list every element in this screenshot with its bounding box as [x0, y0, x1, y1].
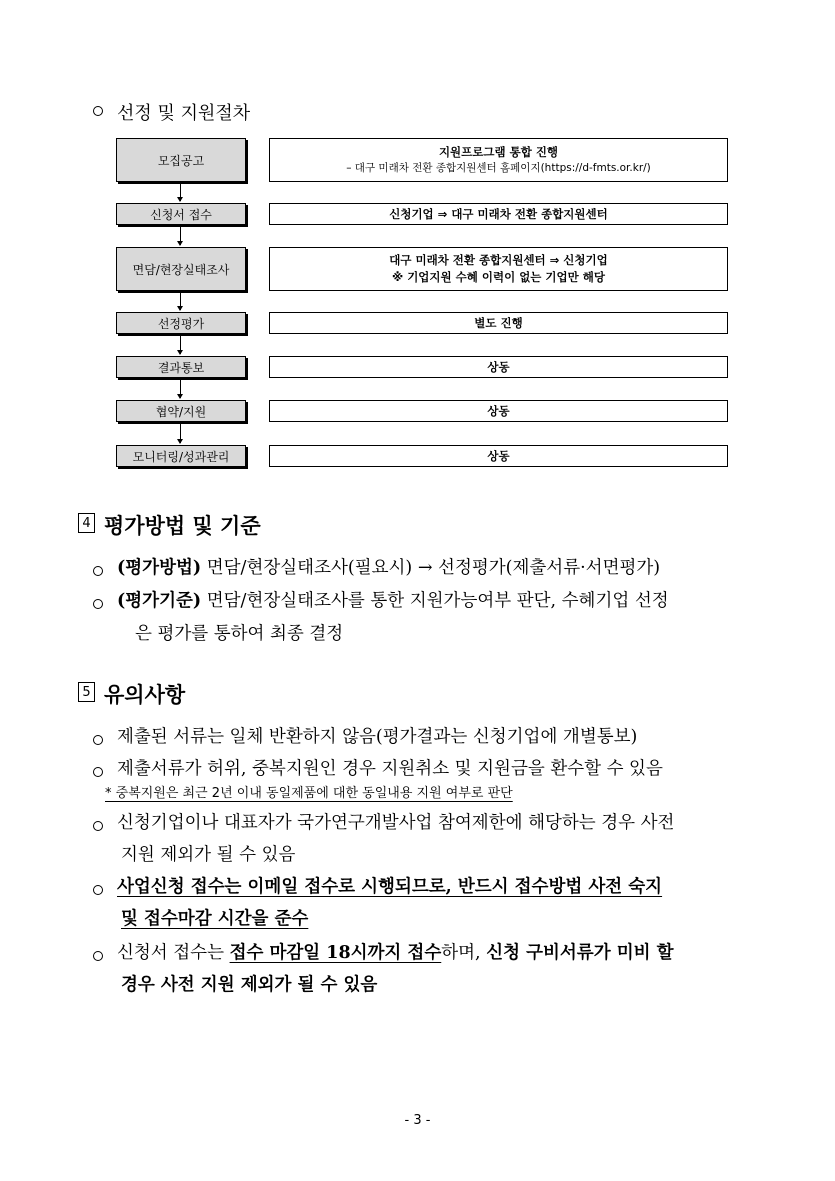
step-label-4: 선정평가 [116, 312, 246, 334]
bullet-icon [93, 106, 103, 116]
step-desc-line1: 상동 [487, 403, 510, 418]
section-title: 선정 및 지원절차 [117, 103, 251, 124]
bullet-icon [93, 599, 103, 609]
notice-item-4-cont: 및 접수마감 시간을 준수 [121, 909, 309, 929]
step-label-5: 결과통보 [116, 356, 246, 378]
eval-criteria-text: 면담/현장실태조사를 통한 지원가능여부 판단, 수혜기업 선정 [201, 591, 669, 611]
notice-item-5-cont: 경우 사전 지원 제외가 될 수 있음 [121, 975, 378, 995]
step-label-3: 면담/현장실태조사 [116, 247, 246, 291]
step-label-2: 신청서 접수 [116, 203, 246, 225]
step-desc-5 [269, 356, 728, 378]
section-number-box: 5 [78, 682, 95, 702]
section-heading: 평가방법 및 기준 [104, 514, 261, 538]
arrow-icon [180, 227, 181, 245]
step-desc-6 [269, 400, 728, 422]
notice-item-5-pre: 신청서 접수는 [117, 943, 230, 963]
step-label-7: 모니터링/성과관리 [116, 445, 246, 467]
notice-item-1: 제출된 서류는 일체 반환하지 않음(평가결과는 신청기업에 개별통보) [117, 727, 638, 747]
step-desc-line1: 별도 진행 [474, 315, 523, 330]
step-desc-3 [269, 247, 728, 291]
eval-method-label: (평가방법) [117, 558, 202, 578]
bullet-icon [93, 951, 103, 961]
arrow-icon [180, 424, 181, 443]
eval-criteria-item [117, 593, 669, 611]
eval-criteria-label: (평가기준) [117, 591, 202, 611]
step-desc-2 [269, 203, 728, 225]
arrow-icon [180, 380, 181, 398]
notice-item-3-cont: 지원 제외가 될 수 있음 [121, 845, 296, 865]
step-desc-1 [269, 138, 728, 182]
notice-item-4: 사업신청 접수는 이메일 접수로 시행되므로, 반드시 접수방법 사전 숙지 [117, 877, 663, 897]
step-desc-line1: 상동 [487, 448, 510, 463]
page-number: - 3 - [404, 1113, 431, 1128]
step-desc-line1: 신청기업 ⇒ 대구 미래차 전환 종합지원센터 [389, 206, 608, 221]
notice-item-5-bold: 신청 구비서류가 미비 할 [486, 943, 674, 963]
section-heading: 유의사항 [104, 683, 186, 707]
step-label-1: 모집공고 [116, 138, 246, 182]
step-desc-4 [269, 312, 728, 334]
notice-item-5-mid: 하며, [441, 943, 487, 963]
step-desc-line2: ※ 기업지원 수혜 이력이 없는 기업만 해당 [392, 270, 605, 284]
arrow-icon [180, 184, 181, 201]
notice-item-3: 신청기업이나 대표자가 국가연구개발사업 참여제한에 해당하는 경우 사전 [117, 813, 675, 833]
notice-note: * 중복지원은 최근 2년 이내 동일제품에 대한 동일내용 지원 여부로 판단 [105, 786, 513, 801]
section-number-box: 4 [78, 513, 95, 533]
step-label-6: 협약/지원 [116, 400, 246, 422]
arrow-icon [180, 336, 181, 354]
step-desc-line1: 대구 미래차 전환 종합지원센터 ⇒ 신청기업 [389, 253, 608, 268]
step-desc-line1: 지원프로그램 통합 진행 [438, 145, 559, 160]
step-desc-line1: 상동 [487, 359, 510, 374]
bullet-icon [93, 821, 103, 831]
bullet-icon [93, 566, 103, 576]
notice-item-2: 제출서류가 허위, 중복지원인 경우 지원취소 및 지원금을 환수할 수 있음 [117, 759, 663, 779]
eval-criteria-item-cont: 은 평가를 통하여 최종 결정 [135, 624, 344, 644]
eval-method-item [117, 560, 660, 578]
notice-item-5 [117, 945, 674, 963]
arrow-icon [180, 293, 181, 310]
bullet-icon [93, 735, 103, 745]
step-desc-7 [269, 445, 728, 467]
bullet-icon [93, 767, 103, 777]
eval-method-text: 면담/현장실태조사(필요시) → 선정평가(제출서류·서면평가) [201, 558, 661, 578]
bullet-icon [93, 885, 103, 895]
step-desc-line2: – 대구 미래차 전환 종합지원센터 홈페이지(https://d-fmts.or.kr/) [346, 161, 651, 174]
notice-item-5-deadline: 접수 마감일 18시까지 접수 [229, 943, 442, 963]
